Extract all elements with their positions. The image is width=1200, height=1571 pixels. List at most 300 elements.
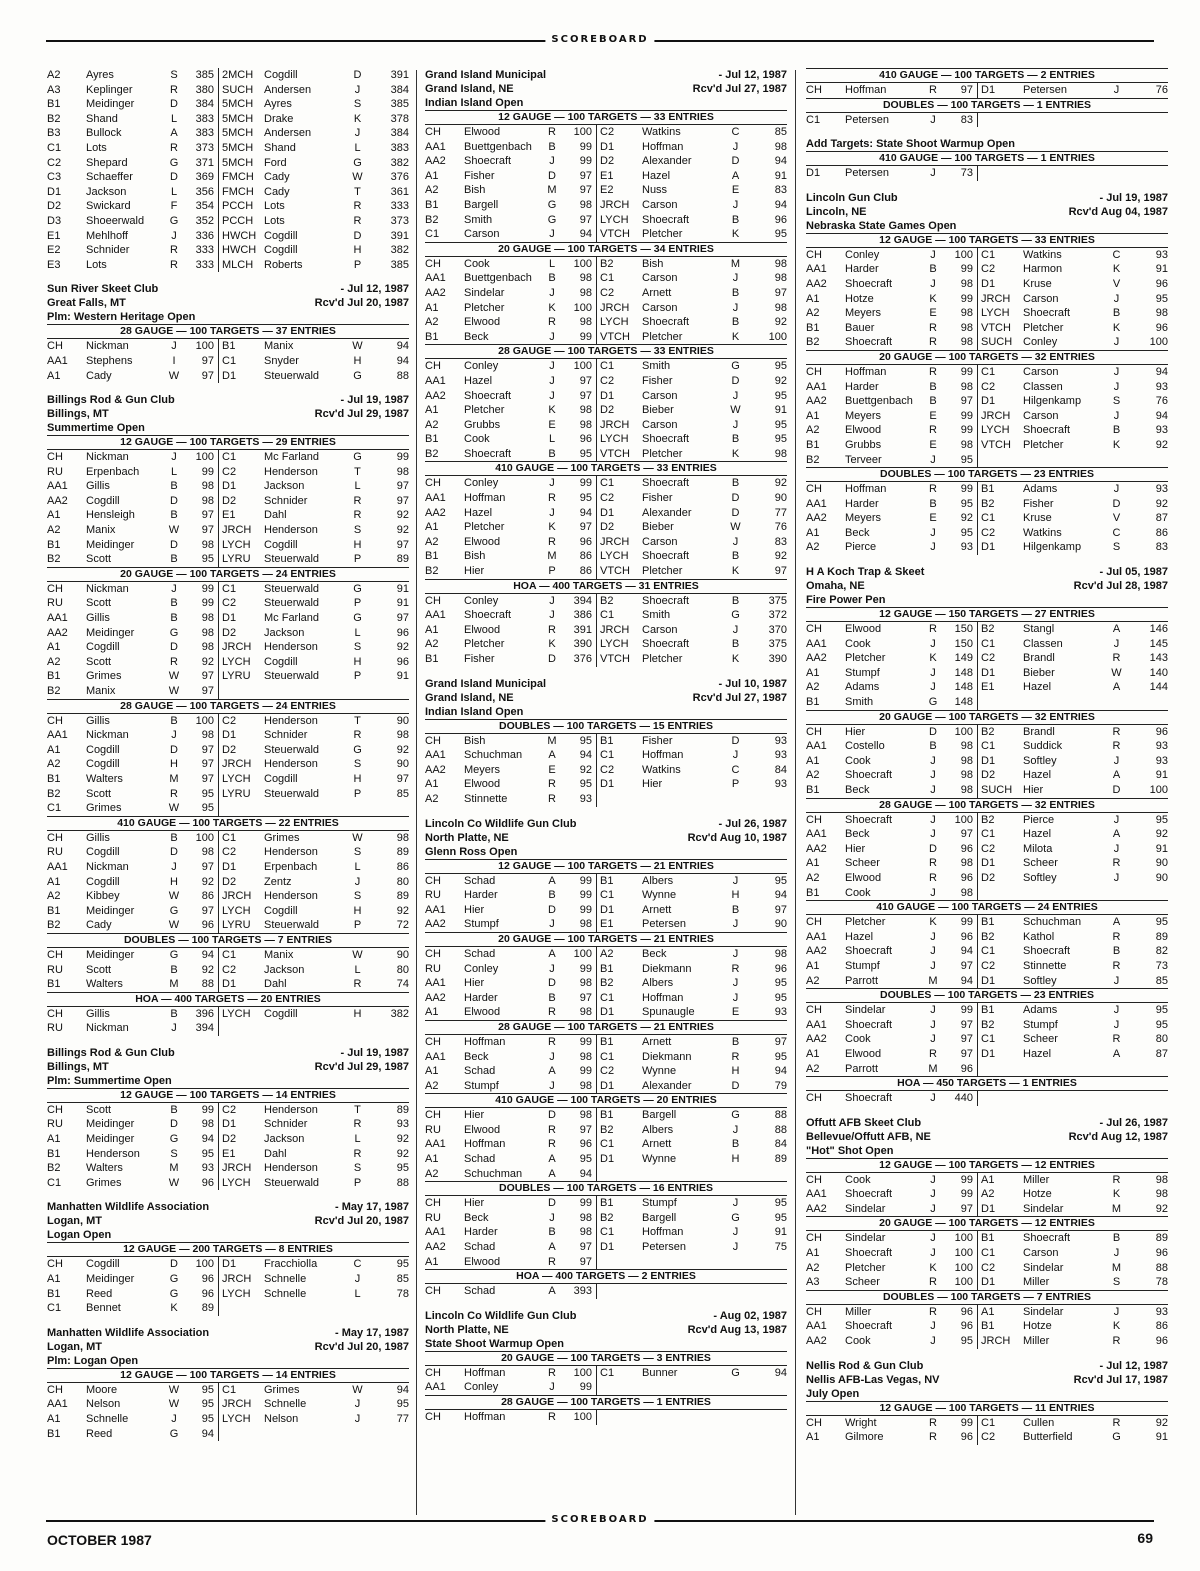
shooter-initial: B (731, 903, 740, 916)
result-row (806, 380, 1168, 395)
shooter-name (1023, 886, 1110, 901)
result-row (47, 1176, 409, 1191)
class-label: B1 (597, 962, 643, 977)
shoot-date: - Jul 10, 1987 (718, 677, 787, 690)
shooter-name: Conley (464, 360, 499, 373)
event-heading: 410 GAUGE — 100 TARGETS — 2 ENTRIES (806, 68, 1168, 83)
result-row (806, 1062, 1168, 1077)
result-row (425, 1137, 787, 1152)
shooter-initial: G (353, 582, 362, 595)
shooter-name: Cullen (1023, 1416, 1055, 1429)
score: 95 (201, 553, 214, 566)
event-name: Fire Power Pen (806, 594, 886, 607)
result-row (47, 904, 409, 919)
shooter-initial: A (548, 874, 556, 887)
shooter-initial: J (549, 594, 555, 607)
score: 95 (201, 1147, 214, 1160)
result-row (47, 214, 409, 229)
class-label: C2 (219, 714, 265, 729)
class-label: CH (47, 451, 63, 464)
score: 94 (774, 889, 787, 902)
shooter-initial: D (170, 494, 178, 507)
class-label: A2 (425, 792, 439, 805)
shooter-initial: G (1112, 1431, 1121, 1444)
class-label: B1 (425, 653, 439, 665)
shooter-initial: P (353, 919, 362, 932)
shooter-initial (1110, 1062, 1123, 1077)
shooter-initial: R (1112, 1335, 1121, 1348)
shooter-name: Shoecraft (845, 277, 893, 290)
shooter-initial (351, 801, 364, 816)
score: 93 (1155, 380, 1168, 393)
result-row (806, 262, 1168, 277)
shooter-name: Snyder (264, 354, 299, 367)
shooter-name: Cook (464, 433, 490, 446)
result-row (47, 1301, 409, 1316)
class-label: B1 (47, 772, 61, 785)
shooter-name: Sindelar (464, 286, 505, 299)
shooter-name: Gillis (86, 612, 110, 625)
class-label: D2 (219, 494, 265, 509)
shooter-name: Henderson (86, 1147, 140, 1160)
result-row (425, 734, 787, 749)
score: 98 (201, 480, 214, 493)
shooter-initial: B (1112, 1232, 1121, 1245)
event-name: Indian Island Open (425, 705, 524, 718)
class-label: B2 (597, 1211, 643, 1226)
shooter-name: Pletcher (845, 916, 886, 929)
class-label: CH (425, 1197, 441, 1210)
shooter-initial: P (353, 670, 362, 683)
shooter-name: Bish (464, 550, 486, 563)
score: 92 (774, 477, 787, 490)
shooter-initial: J (732, 1226, 739, 1239)
class-label: CH (806, 1232, 822, 1245)
shooter-name: Jackson (86, 185, 127, 198)
shooter-name: Parrott (845, 974, 879, 987)
shooter-name: Arnett (642, 1035, 672, 1048)
club-section (47, 1326, 409, 1441)
results-table (806, 1173, 1168, 1217)
shooter-initial: K (929, 1261, 937, 1274)
result-row (47, 743, 409, 758)
score: 97 (201, 524, 214, 537)
score: 86 (396, 860, 409, 873)
class-label: C1 (978, 511, 1024, 526)
shooter-initial: J (549, 1079, 555, 1092)
result-row (806, 856, 1168, 871)
shooter-name: Hoffman (642, 1226, 684, 1239)
shooter-initial: J (732, 198, 739, 211)
class-label: CH (425, 477, 441, 490)
event-name: Plm: Western Heritage Open (47, 311, 196, 324)
class-label: B1 (425, 550, 439, 563)
class-label: C1 (978, 1416, 1024, 1431)
shooter-initial: J (930, 828, 936, 841)
shooter-initial: R (548, 492, 556, 505)
score: 94 (579, 506, 592, 519)
score: 95 (396, 1162, 409, 1175)
shooter-initial (351, 684, 364, 699)
shooter-initial: A (1112, 769, 1121, 782)
shooter-name: Nickman (86, 729, 129, 742)
shooter-initial: C (731, 126, 740, 138)
shooter-name: Erpenbach (264, 860, 318, 873)
score: 98 (960, 769, 973, 782)
class-label: AA1 (425, 903, 446, 916)
shooter-name: Meidinger (86, 1133, 135, 1146)
event-heading: 12 GAUGE — 100 TARGETS — 11 ENTRIES (806, 1401, 1168, 1416)
result-row (47, 582, 409, 597)
class-label: B2 (425, 565, 439, 578)
class-label: E1 (978, 680, 1024, 695)
event-heading: DOUBLES — 100 TARGETS — 23 ENTRIES (806, 988, 1168, 1003)
shooter-initial: W (168, 1398, 180, 1411)
shooter-initial: L (354, 1133, 361, 1146)
class-label: C1 (47, 1302, 62, 1315)
shooter-name: Hazel (642, 169, 671, 182)
shooter-initial: V (1112, 512, 1121, 525)
shooter-name: Carson (642, 272, 678, 285)
result-row (806, 1319, 1168, 1334)
result-row (425, 271, 787, 286)
class-label: AA1 (806, 930, 827, 943)
shooter-initial: B (548, 140, 556, 153)
shooter-initial: D (170, 171, 178, 184)
class-label: CH (806, 483, 822, 496)
score: 98 (960, 277, 973, 290)
result-row (806, 482, 1168, 497)
results-table (425, 476, 787, 578)
shooter-name: Carson (1023, 409, 1059, 422)
shooter-initial: R (731, 1050, 740, 1063)
shooter-name: Conley (464, 594, 499, 607)
class-label: A1 (425, 521, 439, 534)
shooter-name: Fisher (1023, 497, 1054, 510)
received-date: Rcv'd Aug 13, 1987 (687, 1323, 787, 1336)
score: 88 (396, 1176, 409, 1189)
score: 83 (774, 184, 787, 197)
shooter-name: Scheer (1023, 1033, 1058, 1046)
shooter-name: Drake (264, 112, 294, 125)
score: 146 (1149, 623, 1168, 636)
score: 98 (579, 418, 592, 431)
score: 97 (960, 1202, 973, 1215)
score: 94 (579, 1167, 592, 1180)
shooter-name: Adams (1023, 1004, 1058, 1017)
score: 384 (390, 127, 409, 140)
event-name: Glenn Ross Open (425, 845, 518, 858)
class-label: B1 (806, 321, 820, 334)
class-label: JRCH (219, 523, 265, 538)
shoot-date: - Jul 05, 1987 (1099, 566, 1168, 579)
club-name: Nellis Rod & Gun Club (806, 1359, 924, 1372)
class-label: A2 (47, 890, 61, 903)
shooter-name: Shoecraft (1023, 1232, 1071, 1245)
shooter-name: Scheer (845, 857, 880, 870)
class-label: CH (806, 916, 822, 929)
event-heading: HOA — 450 TARGETS — 1 ENTRIES (806, 1076, 1168, 1091)
shooter-initial: H (731, 1065, 740, 1078)
shooter-initial: J (732, 918, 739, 931)
shooter-name: Arnett (642, 903, 672, 916)
class-label: AA1 (47, 729, 68, 742)
event-heading: 20 GAUGE — 100 TARGETS — 32 ENTRIES (806, 710, 1168, 725)
class-label: JRCH (597, 418, 643, 433)
result-row (47, 112, 409, 127)
score: 98 (774, 301, 787, 314)
class-label: B1 (597, 734, 643, 749)
result-row (425, 991, 787, 1006)
score: 97 (579, 389, 592, 402)
score: 98 (1155, 1173, 1168, 1186)
event-heading: 20 GAUGE — 100 TARGETS — 32 ENTRIES (806, 350, 1168, 365)
shooter-name: Reed (86, 1427, 113, 1440)
result-row (47, 508, 409, 523)
shooter-name: Hoffman (845, 84, 887, 96)
class-label: C2 (597, 286, 643, 301)
shooter-name: Harmon (1023, 263, 1063, 276)
shooter-name: Petersen (1023, 84, 1068, 96)
score: 98 (960, 321, 973, 334)
shooter-name: Fisher (464, 653, 495, 665)
score: 96 (579, 1138, 592, 1151)
shooter-initial: J (930, 1335, 936, 1348)
shooter-initial: D (731, 734, 740, 747)
class-label: A2 (806, 1062, 820, 1075)
result-row (806, 248, 1168, 263)
shooter-initial: D (548, 1109, 556, 1122)
shooter-initial: H (170, 758, 178, 771)
class-label: B1 (425, 433, 439, 446)
score: 384 (390, 83, 409, 96)
shooter-initial: G (353, 743, 362, 756)
score: 361 (390, 185, 409, 198)
event-heading: DOUBLES — 100 TARGETS — 15 ENTRIES (425, 719, 787, 734)
shooter-initial: A (548, 749, 556, 762)
result-row (425, 1196, 787, 1211)
shooter-initial: J (1113, 1247, 1120, 1260)
result-row (425, 748, 787, 763)
shooter-initial: W (168, 670, 180, 683)
score: 99 (960, 1173, 973, 1186)
event-heading: DOUBLES — 100 TARGETS — 7 ENTRIES (806, 1290, 1168, 1305)
shooter-name: Buettgenbach (845, 395, 913, 408)
shooter-name: Dahl (264, 509, 287, 522)
shooter-initial: R (1112, 1033, 1121, 1046)
shooter-initial: J (732, 272, 739, 285)
result-row (806, 1091, 1168, 1106)
score: 90 (774, 918, 787, 931)
class-label: B1 (47, 1427, 61, 1440)
score: 89 (774, 1153, 787, 1166)
result-row (425, 637, 787, 652)
shooter-name: Alexander (642, 506, 692, 519)
shooter-name: Schad (464, 1241, 496, 1254)
class-label: LYCH (219, 538, 265, 553)
event-name: Nebraska State Games Open (806, 219, 957, 232)
class-label: SUCH (978, 335, 1024, 350)
shooter-name (1023, 453, 1110, 468)
shooter-initial: D (1112, 784, 1121, 796)
shooter-name: Kruse (1023, 512, 1052, 525)
score: 97 (201, 670, 214, 683)
shooter-name: Andersen (264, 83, 312, 96)
shooter-initial: B (170, 714, 178, 727)
results-table (47, 1383, 409, 1441)
class-label (597, 1167, 643, 1182)
shooter-name: Scott (86, 553, 112, 566)
result-row (806, 321, 1168, 336)
score: 100 (195, 831, 214, 844)
result-row (47, 170, 409, 185)
shooter-name: Harder (845, 263, 879, 276)
score: 98 (960, 740, 973, 753)
class-label: D1 (978, 1047, 1024, 1062)
class-label: A1 (47, 743, 61, 756)
club-section (47, 1046, 409, 1191)
class-label: B1 (47, 904, 61, 917)
shooter-name: Dahl (264, 1147, 287, 1160)
results-table (806, 365, 1168, 467)
shooter-name (264, 684, 351, 699)
shooter-name: Softley (1023, 974, 1057, 987)
score (1123, 166, 1168, 181)
score: 100 (954, 813, 973, 826)
score: 391 (390, 229, 409, 242)
event-heading: HOA — 400 TARGETS — 31 ENTRIES (425, 579, 787, 594)
class-label: B1 (47, 978, 61, 991)
result-row (806, 768, 1168, 783)
class-label: A2 (806, 541, 820, 554)
shooter-name: Wynne (642, 889, 677, 902)
score: 95 (774, 228, 787, 241)
class-label: B1 (425, 330, 439, 343)
score: 97 (396, 480, 409, 493)
shooter-initial: R (929, 871, 937, 884)
shooter-initial: D (353, 229, 362, 242)
class-label: 5MCH (219, 112, 265, 127)
score: 96 (1155, 725, 1168, 738)
shooter-initial (1110, 695, 1123, 710)
shooter-initial: B (731, 550, 740, 563)
class-label: RU (47, 1022, 63, 1035)
score: 86 (1155, 1320, 1168, 1333)
class-label: A1 (806, 666, 820, 679)
score: 96 (579, 535, 592, 548)
shooter-name: Ayres (264, 98, 292, 111)
score: 96 (201, 919, 214, 932)
class-label: A2 (806, 1261, 820, 1274)
class-label (597, 1380, 643, 1395)
shooter-initial: J (732, 1241, 739, 1254)
shooter-name: Sindelar (845, 1232, 886, 1245)
class-label: C1 (978, 248, 1024, 263)
result-row (47, 1021, 409, 1036)
shooter-name: Cogdill (86, 1258, 120, 1271)
shooter-name: Shoecraft (464, 389, 512, 402)
class-label: B2 (978, 930, 1024, 945)
score: 86 (579, 565, 592, 578)
shooter-name (264, 1021, 351, 1036)
shooter-initial: K (731, 653, 740, 665)
score: 99 (960, 365, 973, 378)
shooter-name: Grimes (264, 831, 300, 844)
shooter-name: Harder (464, 991, 498, 1004)
results-table (425, 125, 787, 242)
result-row (806, 754, 1168, 769)
class-label: D1 (978, 666, 1024, 681)
class-label: RU (47, 846, 63, 859)
score: 83 (1155, 541, 1168, 554)
shooter-initial: R (929, 1047, 937, 1060)
shooter-initial: W (168, 1383, 180, 1396)
club-name: Billings Rod & Gun Club (47, 1046, 175, 1059)
shooter-initial: H (353, 354, 362, 367)
class-label: B1 (978, 1319, 1024, 1334)
score: 99 (960, 424, 973, 437)
score: 93 (1155, 740, 1168, 753)
shooter-name: Schad (464, 1065, 496, 1078)
class-label: CH (806, 813, 822, 826)
score: 72 (396, 919, 409, 932)
class-label: A2 (978, 1187, 1024, 1202)
result-row (425, 1410, 787, 1425)
shooter-name: Kruse (1023, 277, 1052, 290)
class-label: JRCH (219, 640, 265, 655)
class-label: 5MCH (219, 141, 265, 156)
score: 96 (960, 842, 973, 855)
shooter-initial: D (929, 842, 937, 855)
shooter-initial: S (170, 1147, 178, 1160)
score: 99 (960, 1004, 973, 1017)
results-table (47, 339, 409, 383)
score: 98 (960, 754, 973, 767)
class-label: D2 (597, 403, 643, 418)
event-heading: 12 GAUGE — 100 TARGETS — 33 ENTRIES (425, 110, 787, 125)
class-label: A2 (425, 638, 439, 651)
shooter-initial: R (929, 321, 937, 334)
club-name: Lincoln Gun Club (806, 191, 898, 204)
score: 95 (774, 433, 787, 446)
class-label: FMCH (219, 170, 265, 185)
score: 97 (579, 374, 592, 387)
class-label (978, 453, 1024, 468)
club-location: Bellevue/Offutt AFB, NE (806, 1130, 931, 1143)
class-label: C1 (978, 827, 1024, 842)
class-label: C1 (219, 831, 265, 846)
shooter-initial: J (930, 1188, 936, 1201)
class-label: RU (47, 1118, 63, 1131)
score: 383 (390, 141, 409, 154)
class-label: C2 (47, 156, 62, 169)
class-label: CH (425, 1109, 441, 1122)
shooter-name: Steuerwald (264, 597, 320, 610)
result-row (425, 154, 787, 169)
shooter-initial: R (1112, 1416, 1121, 1429)
score: 92 (1155, 497, 1168, 510)
shooter-name: Carson (1023, 365, 1059, 378)
shooter-initial: B (731, 213, 740, 226)
class-label: A1 (47, 1413, 61, 1425)
result-row (425, 594, 787, 609)
shooter-name: Mc Farland (264, 612, 320, 625)
event-heading: 12 GAUGE — 150 TARGETS — 27 ENTRIES (806, 607, 1168, 622)
class-label: D2 (219, 875, 265, 890)
class-label: B1 (47, 670, 61, 683)
score: 98 (1155, 307, 1168, 320)
result-row (47, 156, 409, 171)
